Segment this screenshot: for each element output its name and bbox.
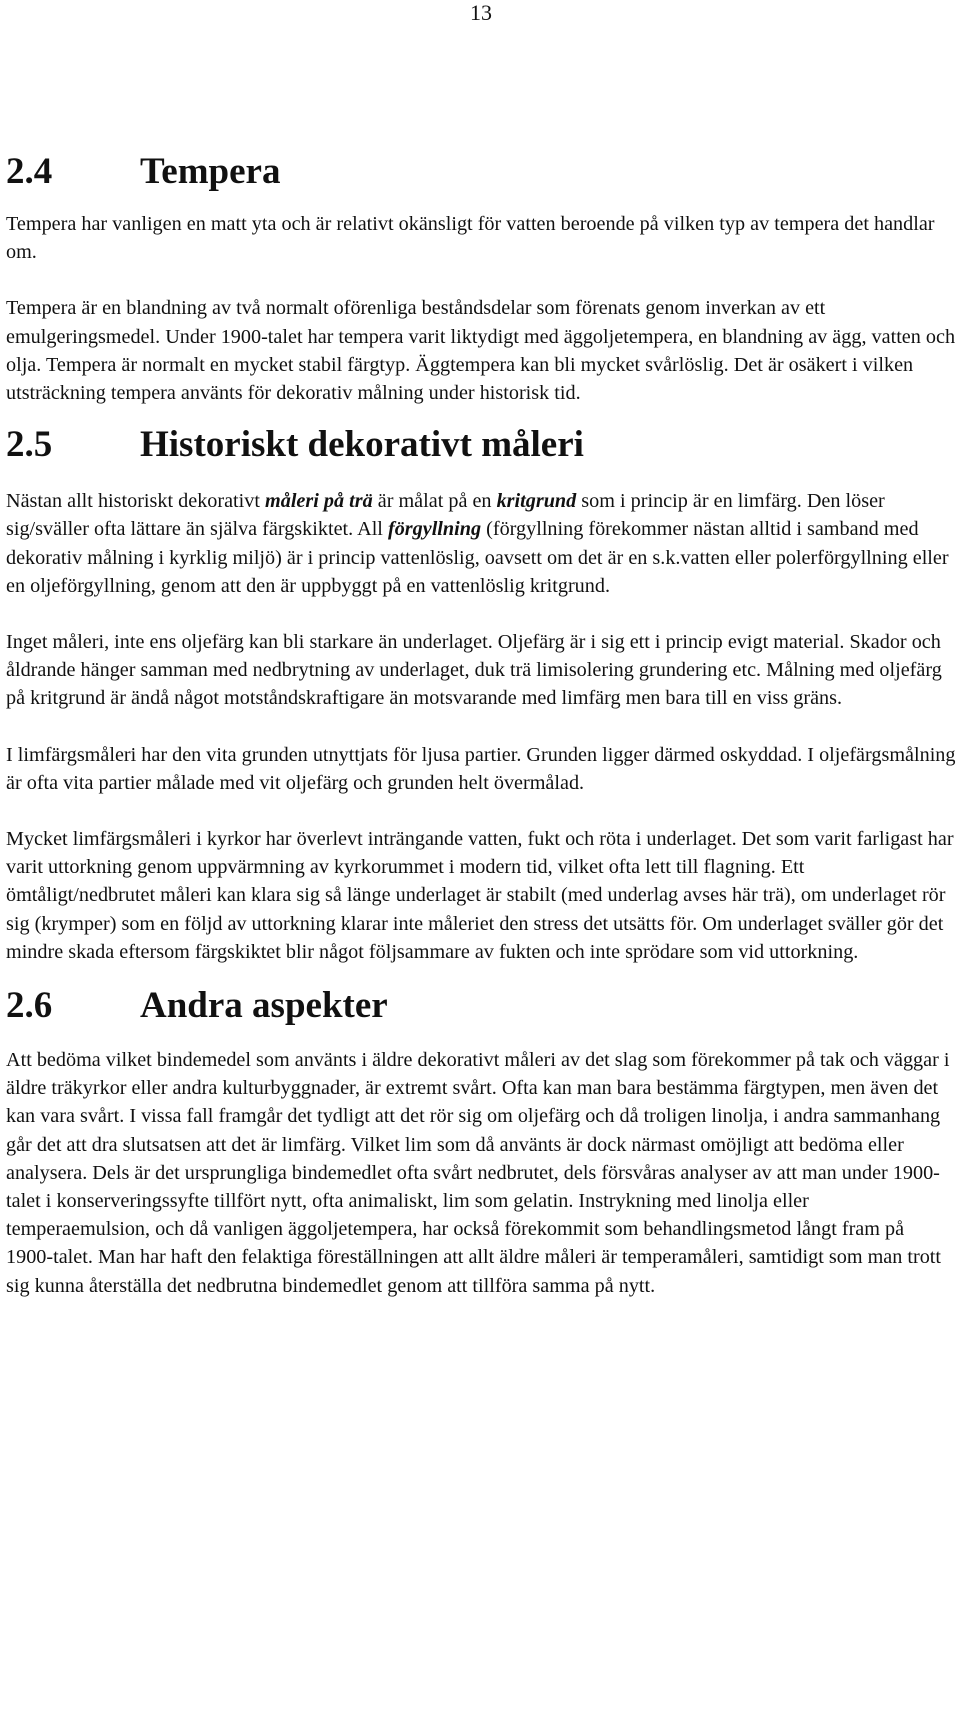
term-forgyllning: förgyllning xyxy=(387,518,482,541)
document-body xyxy=(6,150,956,1300)
section-number: 2.6 xyxy=(6,985,53,1027)
section-number: 2.5 xyxy=(6,424,53,466)
paragraph: Inget måleri, inte ens oljefärg kan bli starkare än underlaget. Oljefärg är i sig ett i princip evigt material. Skador och åldrande hänger samman med nedbrytning av underlaget, duk trä limisolering grundering etc. Målning med oljefärg på kritgrund är ändå något motståndskraftigare än motsvarande med limfärg men bara till en viss gräns. xyxy=(6,631,942,710)
section-heading-2-4 xyxy=(6,150,956,194)
section-number: 2.4 xyxy=(6,151,53,192)
section-title: Tempera xyxy=(140,151,281,192)
paragraph: Tempera är en blandning av två normalt oförenliga beståndsdelar som förenats genom inverkan av ett emulgeringsmedel. Under 1900-talet har tempera varit liktydigt med äggoljetempera, en blandning av ägg, vatten och olja. Tempera är normalt en mycket stabil färgtyp. Äggtempera kan bli mycket svårlöslig. Det är osäkert i vilken utsträckning tempera använts för dekorativ målning under historisk tid. xyxy=(6,297,956,405)
text-run: (förgyllning förekommer nästan alltid i samband med dekorativ målning i kyrklig miljö) är i princip vattenlöslig, oavsett om det är en s.k.vatten eller polerförgyllning eller en oljeförgyllning, genom att den är uppbyggt på en vattenlöslig kritgrund. xyxy=(6,518,949,597)
section-heading-2-6 xyxy=(6,984,956,1028)
text-run: är målat på en xyxy=(372,490,497,513)
paragraph: I limfärgsmåleri har den vita grunden utnyttjats för ljusa partier. Grunden ligger därmed oskyddad. I oljefärgsmålning är ofta vita partier målade med vit oljefärg och grunden helt övermålad. xyxy=(6,743,956,794)
term-maleri-pa-tra: måleri på trä xyxy=(265,490,373,513)
paragraph: Mycket limfärgsmåleri i kyrkor har överlevt inträngande vatten, fukt och röta i underlaget. Det som varit farligast har varit uttorkning genom uppvärmning av kyrkorummet i modern tid, vilket ofta lett till flagning. Ett ömtåligt/nedbrutet måleri kan klara sig så länge underlaget är stabilt (med underlag avses här trä), om underlaget rör sig (krymper) som en följd av uttorkning klarar inte måleriet den stress det utsätts för. Om underlaget sväller gör det mindre skada eftersom färgskiktet blir något följsammare av fukten och inte sprödare som vid uttorkning. xyxy=(6,828,954,963)
page-number: 13 xyxy=(470,0,492,25)
section-title: Andra aspekter xyxy=(140,985,388,1027)
section-title: Historiskt dekorativt måleri xyxy=(140,424,584,466)
paragraph: Tempera har vanligen en matt yta och är relativt okänsligt för vatten beroende på vilken typ av tempera det handlar om. xyxy=(6,213,935,264)
paragraph xyxy=(6,487,956,600)
term-kritgrund: kritgrund xyxy=(496,490,577,513)
paragraph: Att bedöma vilket bindemedel som använts i äldre dekorativt måleri av det slag som förekommer på tak och väggar i äldre träkyrkor eller andra kulturbyggnader, är extremt svårt. Ofta kan man bara bestämma färgtypen, men även det kan vara svårt. I vissa fall framgår det tydligt att det rör sig om oljefärg och då troligen linolja, i andra sammanhang går det att dra slutsatsen att det är limfärg. Vilket lim som då använts är dock närmast omöjligt att bedöma eller analysera. Dels är det ursprungliga bindemedlet ofta svårt nedbrutet, dels försvåras analyser av att man under 1900-talet i konserveringssyfte tillfört nytt, ofta animaliskt, lim som gelatin. Instrykning med linolja eller temperaemulsion, och då vanligen äggoljetempera, har också förekommit som behandlingsmetod långt fram på 1900-talet. Man har haft den felaktiga föreställningen att allt äldre måleri är temperamåleri, samtidigt som man trott sig kunna återställa det nedbrutna bindemedlet genom att tillföra samma på nytt. xyxy=(6,1049,950,1297)
text-run: som i princip är en limfärg. Den löser sig/sväller ofta lättare än själva färgskiktet. All xyxy=(6,490,885,541)
text-run: Nästan allt historiskt dekorativt xyxy=(6,490,266,513)
section-heading-2-5 xyxy=(6,423,956,467)
